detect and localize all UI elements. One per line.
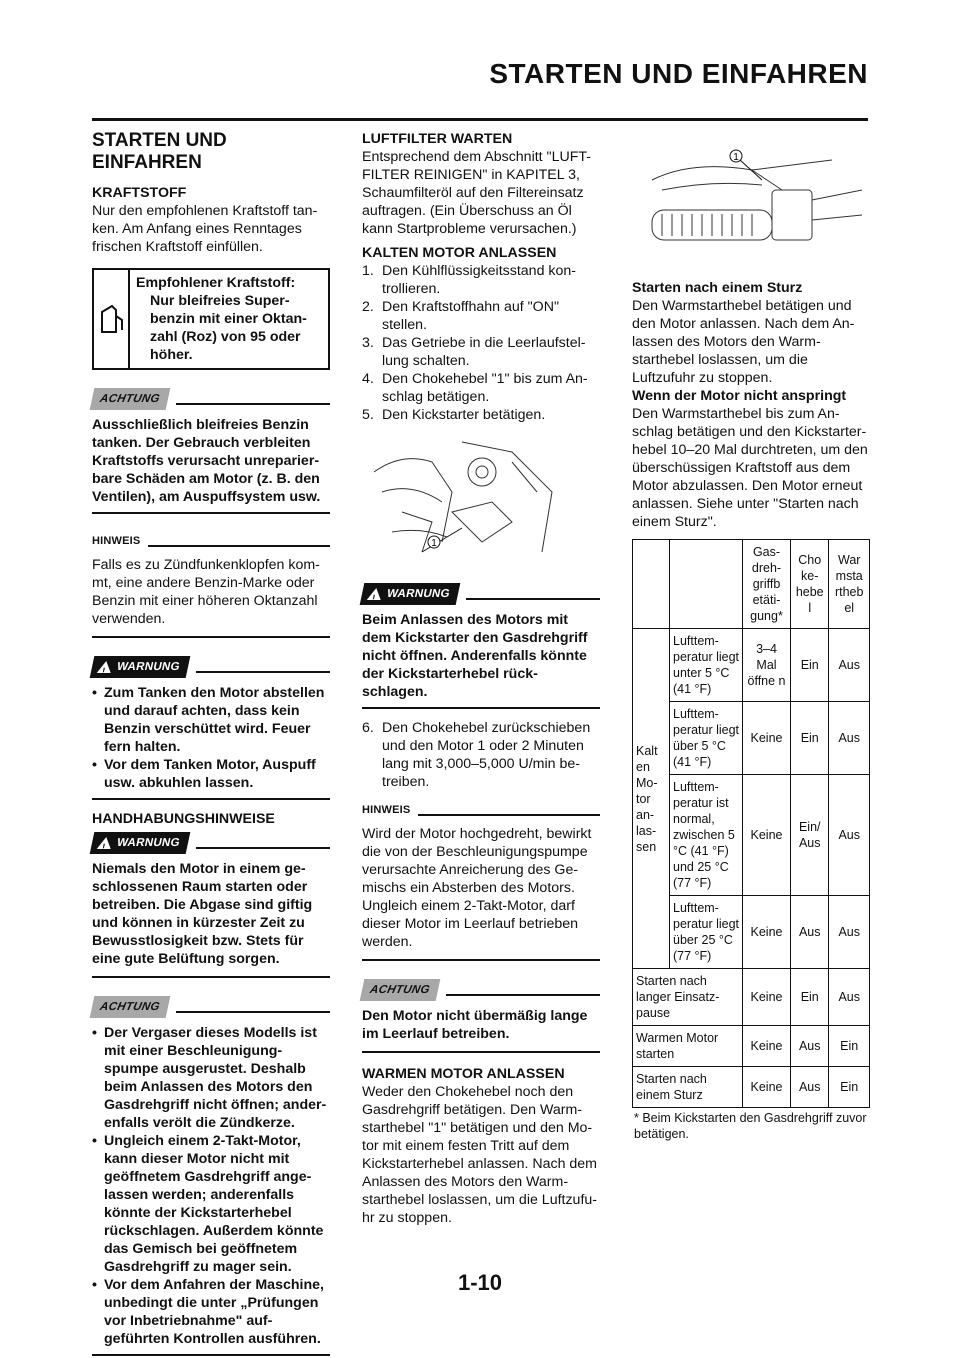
warning-triangle-icon xyxy=(97,837,114,849)
hinweis-header-1 xyxy=(92,532,330,550)
step-6 xyxy=(362,719,600,791)
achtung-badge: ACHTUNG xyxy=(360,979,440,1001)
kalt-heading: KALTEN MOTOR ANLASSEN xyxy=(362,245,557,261)
recommended-fuel-text xyxy=(130,270,328,368)
achtung-text-1: Ausschließlich bleifreies Benzin tanken. Der Gebrauch verbleiten Kraftstoffs verursacht unreparier-bare Schäden am Motor (z. B. den Ventilen), am Auspuffsystem usw. xyxy=(92,417,321,505)
list-item: 5. Den Kickstarter betätigen. xyxy=(362,407,546,423)
achtung-badge: ACHTUNG xyxy=(90,996,170,1018)
choke-lever-figure xyxy=(362,432,600,560)
handhabung-heading: HANDHABUNGSHINWEISE xyxy=(92,811,275,827)
fuel-pump-icon xyxy=(94,270,130,368)
recommended-fuel-body: Nur bleifreies Super-benzin mit einer Oktan-zahl (Roz) von 95 oder höher. xyxy=(150,293,307,363)
warm-text: Weder den Chokehebel noch den Gasdrehgriff betätigen. Den Warm-starthebel "1" betätigen und den Mo-tor mit einem festen Tritt auf dem Kickstarterhebel anlassen. Nach dem Anlassen des Motors den Warm-starthebel loslassen, um die Luftzufu-hr zu stoppen. xyxy=(362,1084,598,1226)
list-item: • Zum Tanken den Motor abstellen und darauf achten, dass kein Benzin verschüttet wird. Feuer fern halten. xyxy=(92,685,325,755)
kraftstoff-text: Nur den empfohlenen Kraftstoff tan-ken. Am Anfang eines Renntages frischen Kraftstoff einfüllen. xyxy=(92,203,318,255)
page-number: 1-10 xyxy=(457,1270,503,1295)
table-footnote: * Beim Kickstarten den Gasdrehgriff zuvor betätigen. xyxy=(634,1111,867,1141)
warnung-badge: ! WARNUNG xyxy=(360,583,460,605)
table-row: Lufttem-peratur ist normal, zwischen 5 °C (41 °F) und 25 °C (77 °F) Keine Ein/ Aus Aus xyxy=(633,775,870,896)
achtung-badge: ACHTUNG xyxy=(90,388,170,410)
luftfilter-heading: LUFTFILTER WARTEN xyxy=(362,131,513,147)
warning-triangle-icon xyxy=(97,661,114,673)
column-2 xyxy=(362,130,600,1227)
section-title: STARTEN UND EINFAHREN xyxy=(92,130,227,173)
list-item: • Vor dem Anfahren der Maschine, unbedingt die unter „Prüfungen vor Inbetriebnahme" auf-geführten Kontrollen ausführen. xyxy=(92,1277,324,1347)
warning-triangle-icon xyxy=(367,588,384,600)
table-group-label: Kalt en Mo-tor an-las-sen xyxy=(633,629,670,969)
luftfilter-text: Entsprechend dem Abschnitt "LUFT-FILTER REINIGEN" in KAPITEL 3, Schaumfilteröl auf den Filtereinsatz auftragen. (Ein Überschuss an Öl kann Startprobleme verursachen.) xyxy=(362,149,591,237)
table-row: Lufttem-peratur liegt über 25 °C (77 °F) Keine Aus Aus xyxy=(633,896,870,969)
nicht-anspringt-heading: Wenn der Motor nicht anspringt xyxy=(632,388,847,404)
achtung-text-3: Den Motor nicht übermäßig lange im Leerlauf betreiben. xyxy=(362,1008,588,1042)
list-item: 6. Den Chokehebel zurückschieben und den Motor 1 oder 2 Minuten lang mit 3,000–5,000 U/min be-treiben. xyxy=(362,720,591,790)
warnung-header-1 xyxy=(92,656,330,678)
list-item: • Ungleich einem 2-Takt-Motor, kann dieser Motor nicht mit geöffnetem Gasdrehgriff ange-lassen werden; anderenfalls könnte der Kickstarterhebel rückschlagen. Außerdem könnte das Gemisch bei geöffnetem Gasdrehgriff zu mager sein. xyxy=(92,1133,324,1275)
list-item: • Vor dem Tanken Motor, Auspuff usw. abkuhlen lassen. xyxy=(92,757,316,791)
table-header-row xyxy=(633,540,870,629)
recommended-fuel-box xyxy=(92,268,330,370)
warnung-list-1 xyxy=(92,684,330,792)
table-row: Warmen Motor starten Keine Aus Ein xyxy=(633,1026,870,1067)
table-header-cell: Gas-dreh-griffb etäti-gung* xyxy=(743,540,791,629)
warm-heading: WARMEN MOTOR ANLASSEN xyxy=(362,1066,565,1082)
warnung-text-3: Beim Anlassen des Motors mit dem Kickstarter den Gasdrehgriff nicht öffnen. Anderenfalls könnte der Kickstarterhebel rück-schlagen. xyxy=(362,612,588,700)
header-rule xyxy=(92,118,868,121)
achtung-header-3 xyxy=(362,979,600,1001)
kalt-steps xyxy=(362,262,600,424)
list-item: 1. Den Kühlflüssigkeitsstand kon-trollieren. xyxy=(362,263,576,297)
table-header-cell: War msta rtheb el xyxy=(829,540,870,629)
achtung-list-2 xyxy=(92,1024,330,1348)
table-row: Lufttem-peratur liegt über 5 °C (41 °F) Keine Ein Aus xyxy=(633,702,870,775)
recommended-fuel-title: Empfohlener Kraftstoff: xyxy=(136,275,296,291)
hinweis-text-2: Wird der Motor hochgedreht, bewirkt die von der Beschleunigungspumpe verursachte Anreicherung des Ge-mischs ein Absterben des Motors. Ungleich einem 2-Takt-Motor, darf dieser Motor im Leerlauf betrieben werden. xyxy=(362,826,592,950)
kraftstoff-heading: KRAFTSTOFF xyxy=(92,185,187,201)
hinweis-text-1: Falls es zu Zündfunkenklopfen kom-mt, eine andere Benzin-Marke oder Benzin mit einer höheren Oktanzahl verwenden. xyxy=(92,557,320,627)
hinweis-header-2 xyxy=(362,801,600,819)
column-3 xyxy=(632,130,870,1142)
warnung-header-3 xyxy=(362,583,600,605)
table-row: Starten nach einem Sturz Keine Aus Ein xyxy=(633,1067,870,1108)
warnung-badge: ! WARNUNG xyxy=(90,832,190,854)
page-header-title: STARTEN UND EINFAHREN xyxy=(489,58,868,89)
column-1 xyxy=(92,130,330,1356)
achtung-header-1 xyxy=(92,388,330,410)
table-header-cell: Cho ke-hebe l xyxy=(791,540,829,629)
start-table xyxy=(632,539,870,1108)
table-row: Starten nach langer Einsatz-pause Keine Ein Aus xyxy=(633,969,870,1026)
list-item: • Der Vergaser dieses Modells ist mit einer Beschleunigung-spumpe ausgerustet. Deshalb beim Anlassen des Motors den Gasdrehgriff nicht öffnen; ander-enfalls verölt die Zündkerze. xyxy=(92,1025,327,1131)
table-row: Kalt en Mo-tor an-las-sen Lufttem-peratur liegt unter 5 °C (41 °F) 3–4 Mal öffne n Ein Aus xyxy=(633,629,870,702)
figure-callout: 1 xyxy=(733,152,739,163)
nicht-anspringt-text: Den Warmstarthebel bis zum An-schlag betätigen und den Kickstarter-hebel 10–20 Mal durchtreten, um den überschüssigen Kraftstoff aus dem Motor abzulassen. Den Motor erneut anlassen. Siehe unter "Starten nach einem Sturz". xyxy=(632,406,868,530)
sturz-text: Den Warmstarthebel betätigen und den Motor anlassen. Nach dem An-lassen des Motors den Warm-starthebel loslassen, um die Luftzufuhr zu stoppen. xyxy=(632,298,855,386)
list-item: 2. Den Kraftstoffhahn auf "ON" stellen. xyxy=(362,299,560,333)
sturz-heading: Starten nach einem Sturz xyxy=(632,280,803,296)
warmstart-lever-figure xyxy=(632,130,870,268)
warnung-header-2 xyxy=(92,832,330,854)
list-item: 3. Das Getriebe in die Leerlaufstel-lung schalten. xyxy=(362,335,586,369)
hinweis-label: HINWEIS xyxy=(92,535,141,547)
warnung-badge: ! WARNUNG xyxy=(90,656,190,678)
warnung-text-2: Niemals den Motor in einem ge-schlossenen Raum starten oder betreiben. Die Abgase sind giftig und können in kürzester Zeit zu Bewusstlosigkeit bzw. Stets für eine gute Belüftung sorgen. xyxy=(92,861,313,967)
figure-callout: 1 xyxy=(431,538,437,549)
hinweis-label: HINWEIS xyxy=(362,804,411,816)
list-item: 4. Den Chokehebel "1" bis zum An-schlag betätigen. xyxy=(362,371,588,405)
achtung-header-2 xyxy=(92,996,330,1018)
